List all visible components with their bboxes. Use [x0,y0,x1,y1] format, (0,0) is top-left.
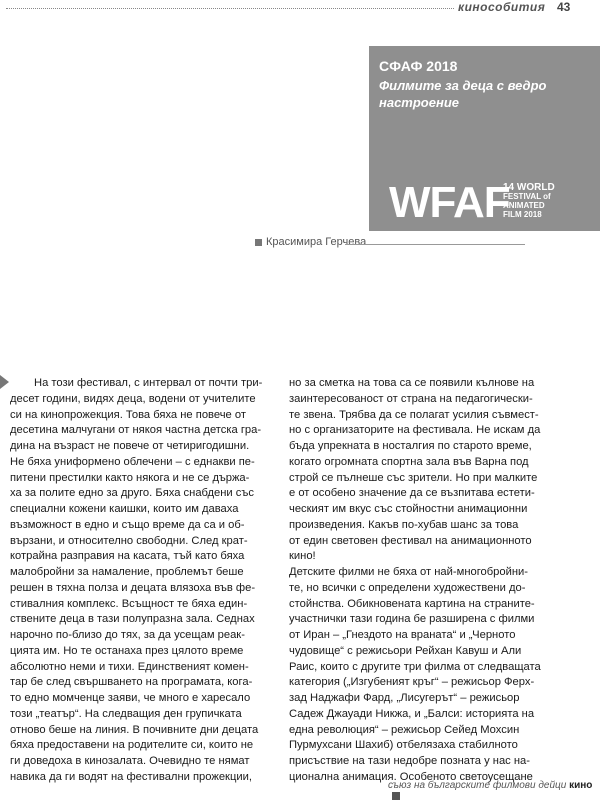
text-line: този „театър“. На следващия ден групичката [10,707,242,720]
article-title: СФАФ 2018 [379,58,458,74]
footer-brand: кино [569,780,593,791]
logo-line: 14 WORLD [503,182,555,193]
logo-line: FILM 2018 [503,210,542,219]
text-line: отново беше на линия. В почивните дни децата [10,723,259,736]
text-line: стойнства. Обикновената картина на страните- [289,597,535,610]
text-line: десетина малчугани от някоя частна детска гра- [10,424,262,437]
text-line: но с организаторите на фестивала. Не искам да [289,424,541,437]
text-line: заинтересованост от страна на педагогически- [289,392,533,405]
square-icon [255,239,262,246]
text-line: категория („Изгубеният кръг“ – режисьор Ферх- [289,676,535,689]
text-line: специални кожени каишки, които им даваха [10,503,239,515]
text-line: ха за полите едно за друго. Бяха снабдени със [10,487,254,500]
text-line: от един световен фестивал на анимационното [289,534,532,547]
text-line: Садеж Джауади Никжа, и „Балси: историята на [289,707,535,720]
wfaf-logo: WFAF [389,178,510,227]
text-line: малобройни за намаление, проблемът беше [10,566,244,578]
text-line: питени престилки както някога и не се държа- [10,471,250,484]
section-title: кинособития [458,0,546,14]
text-line: навика да ги водят на фестивални прожекции, [10,770,252,783]
author-name: Красимира Герчева [266,236,367,248]
title-box [369,46,600,231]
triangle-arrow-icon [0,375,9,389]
text-line: ги доведоха в кинозалата. Очевидно те нямат [10,755,250,767]
text-line: цията им. Но те останаха през цялото време [10,644,244,657]
text-line: вързани, и относително свободни. След крат- [10,534,248,547]
header-rule [6,8,454,9]
text-line: произведения. Какъв по-хубав шанс за това [289,518,519,531]
square-icon [392,792,400,800]
page-number: 43 [557,0,571,14]
text-line: бъда упрекната в носталгия по старото време, [289,440,532,452]
text-line: решен в тяхна полза и децата влязоха във фе- [10,581,256,594]
text-line: Раис, които с другите три филма от следващата [289,660,541,673]
text-line: строй се пълнеше със зрители. Но при малките [289,471,538,484]
footer-text: съюз на българските филмови дейци [388,780,567,791]
footer [388,780,600,802]
text-line: ционална анимация. Особеното светоусещане [289,770,533,783]
byline [255,236,366,248]
text-line: стивалния комплекс. Всъщност те бяха един- [10,597,248,610]
text-line: дина на възраст не повече от четиригодишни. [10,440,250,452]
text-line: от Иран – „Гнездото на враната“ и „Черното [289,629,516,641]
byline-rule [345,244,525,245]
text-line: е от особено значение да се възпитава естети- [289,487,535,500]
text-line: десет години, видях деца, водени от учителите [10,392,256,405]
text-line: На този фестивал, с интервал от почти три- [34,377,263,389]
text-line: те, но всички с определени художествени до- [289,581,526,594]
text-line: една революция“ – режисьор Сейед Мохсин [289,723,520,736]
text-column-2 [289,376,542,786]
text-line: но за сметка на това са се появили кълнове на [289,377,535,389]
text-line: тар бе след свършването на програмата, кога- [10,676,253,689]
text-line: си на кинопрожекция. Това бяха не повече от [10,408,246,421]
text-line: те звена. Трябва да се полагат усилия съвмест- [289,408,539,421]
text-column-1 [10,376,278,786]
text-line: абсолютно неми и тихи. Единственият комен- [10,660,249,673]
text-line: кино! [289,550,316,563]
article-subtitle: Филмите за деца с ведро настроение [379,78,547,110]
logo-line: FESTIVAL of [503,192,551,201]
text-line: нарочно по-близо до тях, за да усещам реак- [10,629,245,641]
text-line: бяха предоставени на родителите си, които не [10,739,254,752]
text-line: Детските филми не бяха от най-многобройни- [289,566,529,578]
text-line: възможност в едно и също време да са и об- [10,518,245,531]
text-line: то едно момченце заяви, че много е харесало [10,692,251,704]
logo-line: ANIMATED [503,201,545,210]
text-line: ческият им вкус със стойностни анимационни [289,503,528,515]
text-line: участнички тази година бе разширена с филми [289,613,535,626]
text-line: Не бяха униформено облечени – с еднакви пе- [10,455,255,468]
festival-logo-text [503,183,573,219]
text-line: чудовище“ с режисьори Рейхан Кавуш и Али [289,644,522,657]
text-line: присъствие на тази недобре позната у нас на- [289,755,531,767]
text-line: ствените деца в тази полупразна зала. Седнах [10,613,255,626]
text-line: котрайна разправия на касата, тъй като бяха [10,550,245,563]
text-line: зад Наджафи Фард, „Лисугерът“ – режисьор [289,692,520,704]
text-line: когато огромната спортна зала във Варна под [289,455,529,468]
text-line: Пурмухсани Шахиб) отбелязаха стабилното [289,739,518,752]
